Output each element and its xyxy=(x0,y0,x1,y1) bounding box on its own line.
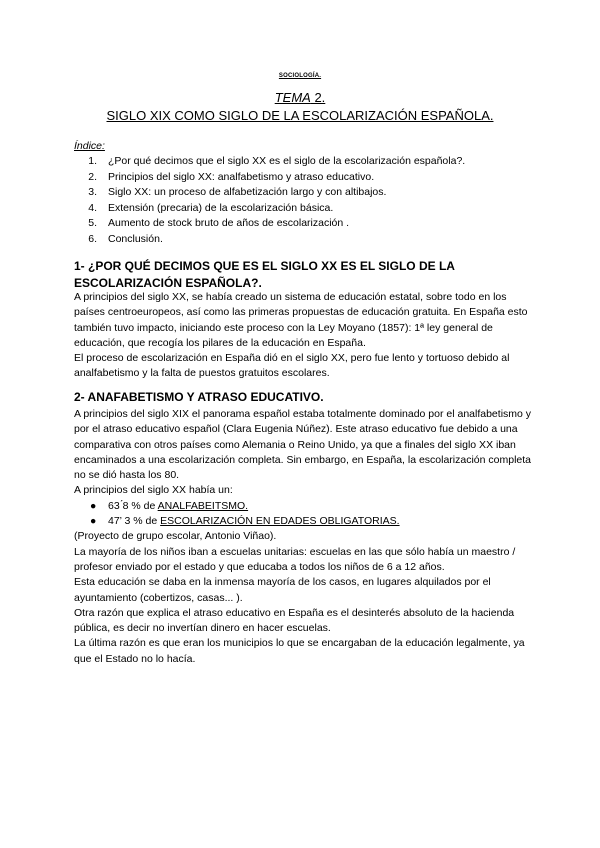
paragraph: A principios del siglo XX, se había creado un sistema de educación estatal, sobre todo en los países centroeuropeos, así como las primeras propuestas de educación gratuita. En España esto también tuvo impacto, iniciando este proceso con la Ley Moyano (1857): 1ª ley general de educación, que recogía los pilares de la educación en España. xyxy=(74,291,528,349)
document-title: SIGLO XIX COMO SIGLO DE LA ESCOLARIZACIÓN ESPAÑOLA. xyxy=(106,108,494,123)
list-item: ● 47’ 3 % de ESCOLARIZACIÓN EN EDADES OBLIGATORIAS. xyxy=(74,514,534,529)
list-item: 1. ¿Por qué decimos que el siglo XX es el siglo de la escolarización española?. xyxy=(88,155,466,167)
list-item: 5. Aumento de stock bruto de años de escolarización . xyxy=(88,217,350,230)
list-item: ● 63 ́8 % de ANALFABEITSMO. xyxy=(74,499,534,514)
paragraph: A principios del siglo XIX el panorama español estaba totalmente dominado por el analfabetismo y por el atraso educativo español (Clara Eugenia Núñez). Este atraso educativo fue debido a una comparativa con otros países como Alemania o Reino Unido, ya que a finales del siglo XX iban encaminados a una escolarización completa. Sin embargo, en España, la escolarización completa no se dió hasta los 80. xyxy=(74,408,532,482)
topic-num: 2. xyxy=(310,90,326,105)
stats-list xyxy=(74,499,534,530)
paragraph: El proceso de escolarización en España dió en el siglo XX, pero fue lento y tortuoso debido al analfabetismo y la falta de puestos gratuitos escolares. xyxy=(74,352,510,380)
section1-body xyxy=(74,290,534,382)
index-label: Índice: xyxy=(74,140,105,152)
paragraph: La mayoría de los niños iban a escuelas unitarias: escuelas en las que sólo había un maestro / profesor enviado por el estado y que educaba a todos los niños de 6 a 12 años. xyxy=(74,545,516,573)
index-list xyxy=(74,154,534,248)
section2-body xyxy=(74,407,534,667)
subject-label: SOCIOLOGÍA. xyxy=(278,73,322,79)
list-item: 2. Principios del siglo XX: analfabetismo y atraso educativo. xyxy=(88,170,375,183)
paragraph: Otra razón que explica el atraso educativo en España es el desinterés absoluto de la hacienda pública, es decir no invertían dinero en hacer escuelas. xyxy=(74,606,515,635)
section2-heading: 2- ANAFABETISMO Y ATRASO EDUCATIVO. xyxy=(74,390,324,404)
paragraph: La última razón es que eran los municipios lo que se encargaban de la educación legalmente, ya que el Estado no lo hacía. xyxy=(74,637,525,665)
list-item: 6. Conclusión. xyxy=(88,232,163,245)
paragraph: A principios del siglo XX había un: xyxy=(74,484,233,497)
topic-number xyxy=(0,90,600,105)
bullet-icon: ● xyxy=(90,499,97,512)
paragraph: Esta educación se daba en la inmensa mayoría de los casos, en lugares alquilados por el ayuntamiento (cobertizos, casas... ). xyxy=(74,576,491,604)
list-item: 4. Extensión (precaria) de la escolarización básica. xyxy=(88,201,334,214)
section1-heading: 1- ¿POR QUÉ DECIMOS QUE ES EL SIGLO XX ES EL SIGLO DE LA ESCOLARIZACIÓN ESPAÑOLA?. xyxy=(74,259,455,290)
topic-word: TEMA xyxy=(274,90,311,105)
bullet-icon: ● xyxy=(90,515,97,528)
paragraph: (Proyecto de grupo escolar, Antonio Viñao). xyxy=(74,530,277,543)
list-item: 3. Siglo XX: un proceso de alfabetización largo y con altibajos. xyxy=(88,186,387,199)
